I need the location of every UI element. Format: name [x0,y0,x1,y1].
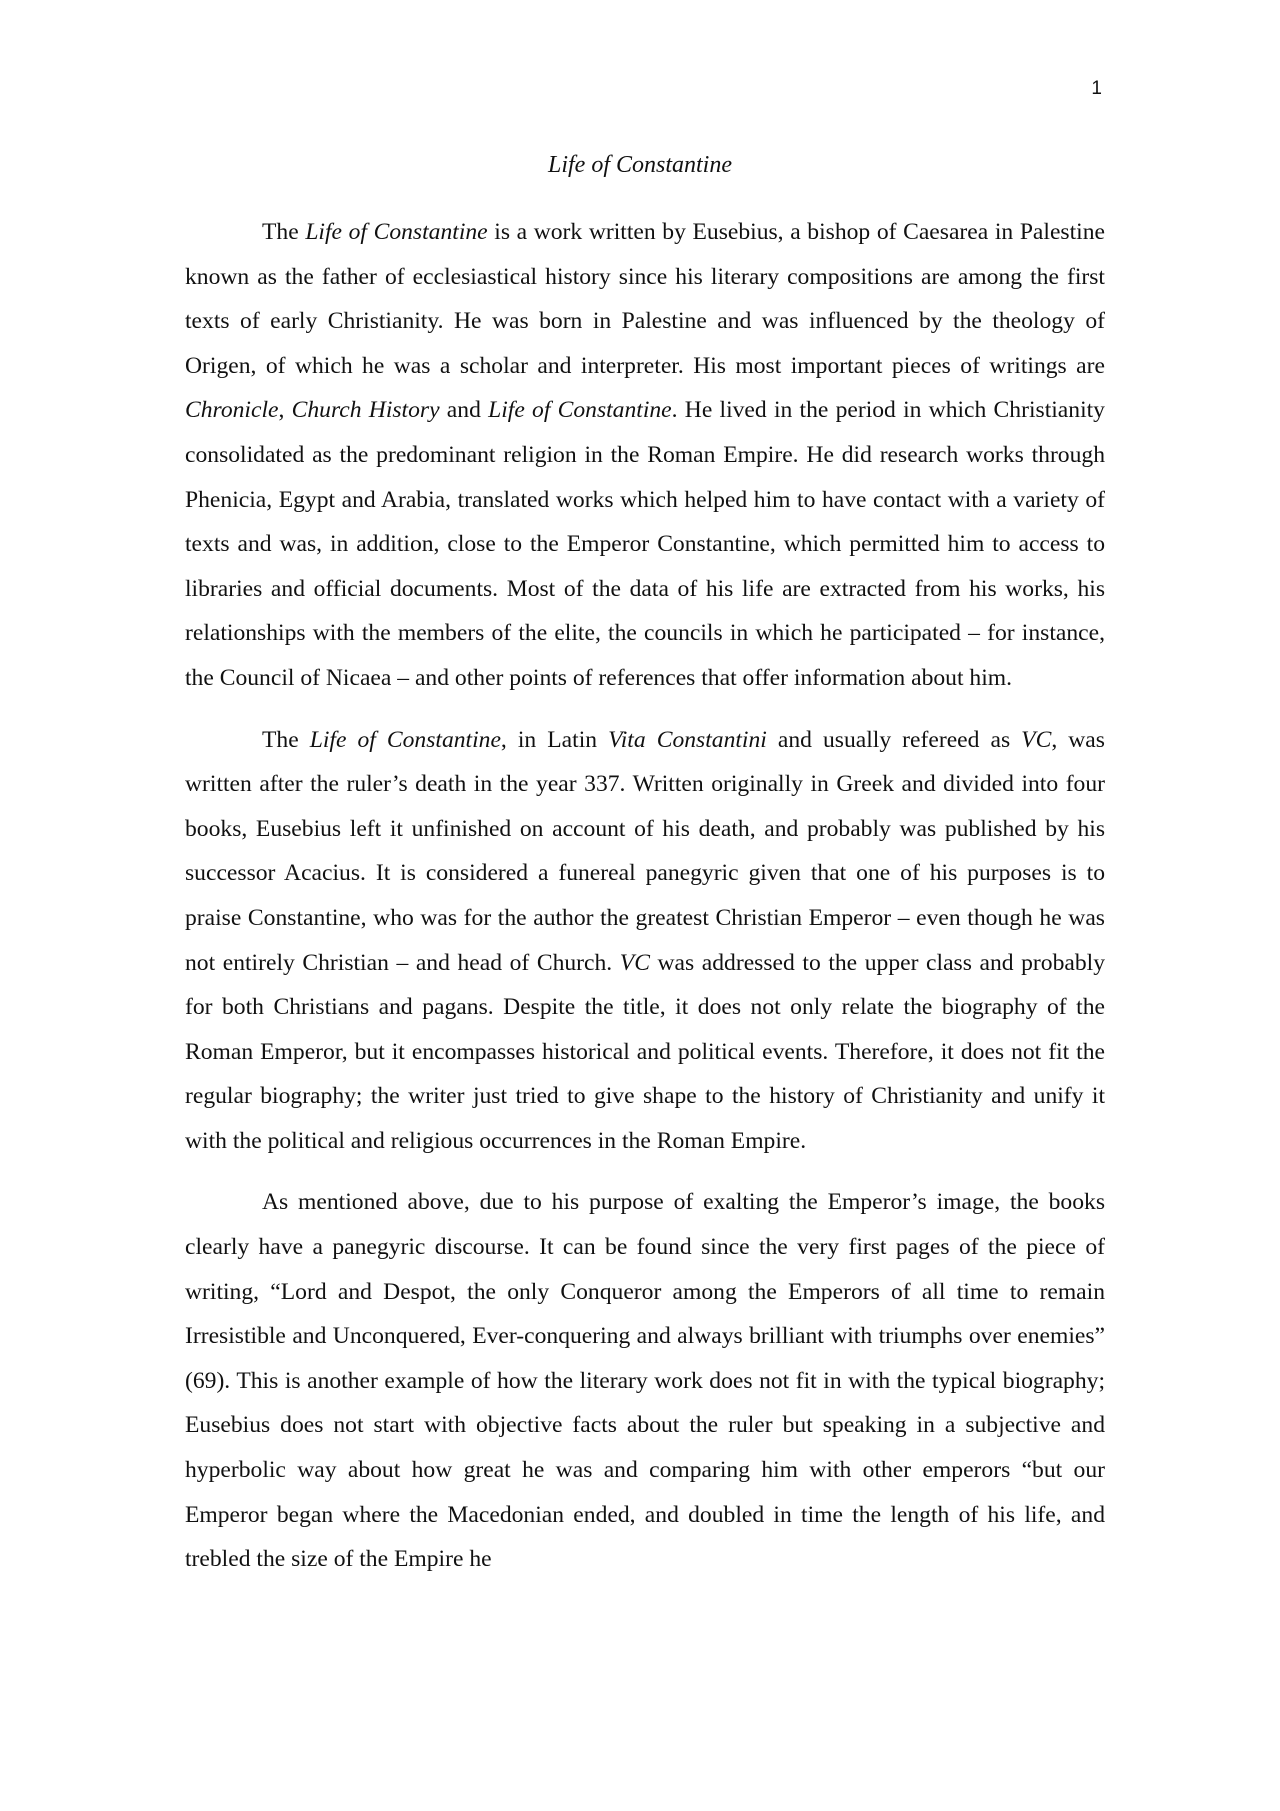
paragraph-3: As mentioned above, due to his purpose of exalting the Emperor’s image, the books clearly have a panegyric discourse. It can be found since the very first pages of the piece of writing, “Lord and Despot, the only Conqueror among the Emperors of all time to remain Irresistible and Unconquered, Ever-conquering and always brilliant with triumphs over enemies” (69). This is another example of how the literary work does not fit in with the typical biography; Eusebius does not start with objective facts about the ruler but speaking in a subjective and hyperbolic way about how great he was and comparing him with other emperors “but our Emperor began where the Macedonian ended, and doubled in time the length of his life, and trebled the size of the Empire he [185,1189,1105,1573]
paragraph-2: The Life of Constantine, in Latin Vita Constantini and usually refereed as VC, was written after the ruler’s death in the year 337. Written originally in Greek and divided into four books, Eusebius left it unfinished on account of his death, and probably was published by his successor Acacius. It is considered a funereal panegyric given that one of his purposes is to praise Constantine, who was for the author the greatest Christian Emperor – even though he was not entirely Christian – and head of Church. VC was addressed to the upper class and probably for both Christians and pagans. Despite the title, it does not only relate the biography of the Roman Emperor, but it encompasses historical and political events. Therefore, it does not fit the regular biography; the writer just tried to give shape to the history of Christianity and unify it with the political and religious occurrences in the Roman Empire. [185,726,1105,1154]
document-body [185,210,1105,1599]
document-title: Life of Constantine [547,152,732,178]
paragraph-1: The Life of Constantine is a work written by Eusebius, a bishop of Caesarea in Palestine known as the father of ecclesiastical history since his literary compositions are among the first texts of early Christianity. He was born in Palestine and was influenced by the theology of Origen, of which he was a scholar and interpreter. His most important pieces of writings are Chronicle, Church History and Life of Constantine. He lived in the period in which Christianity consolidated as the predominant religion in the Roman Empire. He did research works through Phenicia, Egypt and Arabia, translated works which helped him to have contact with a variety of texts and was, in addition, close to the Emperor Constantine, which permitted him to access to libraries and official documents. Most of the data of his life are extracted from his works, his relationships with the members of the elite, the councils in which he participated – for instance, the Council of Nicaea – and other points of references that offer information about him. [185,219,1105,691]
page-number: 1 [1091,78,1102,99]
